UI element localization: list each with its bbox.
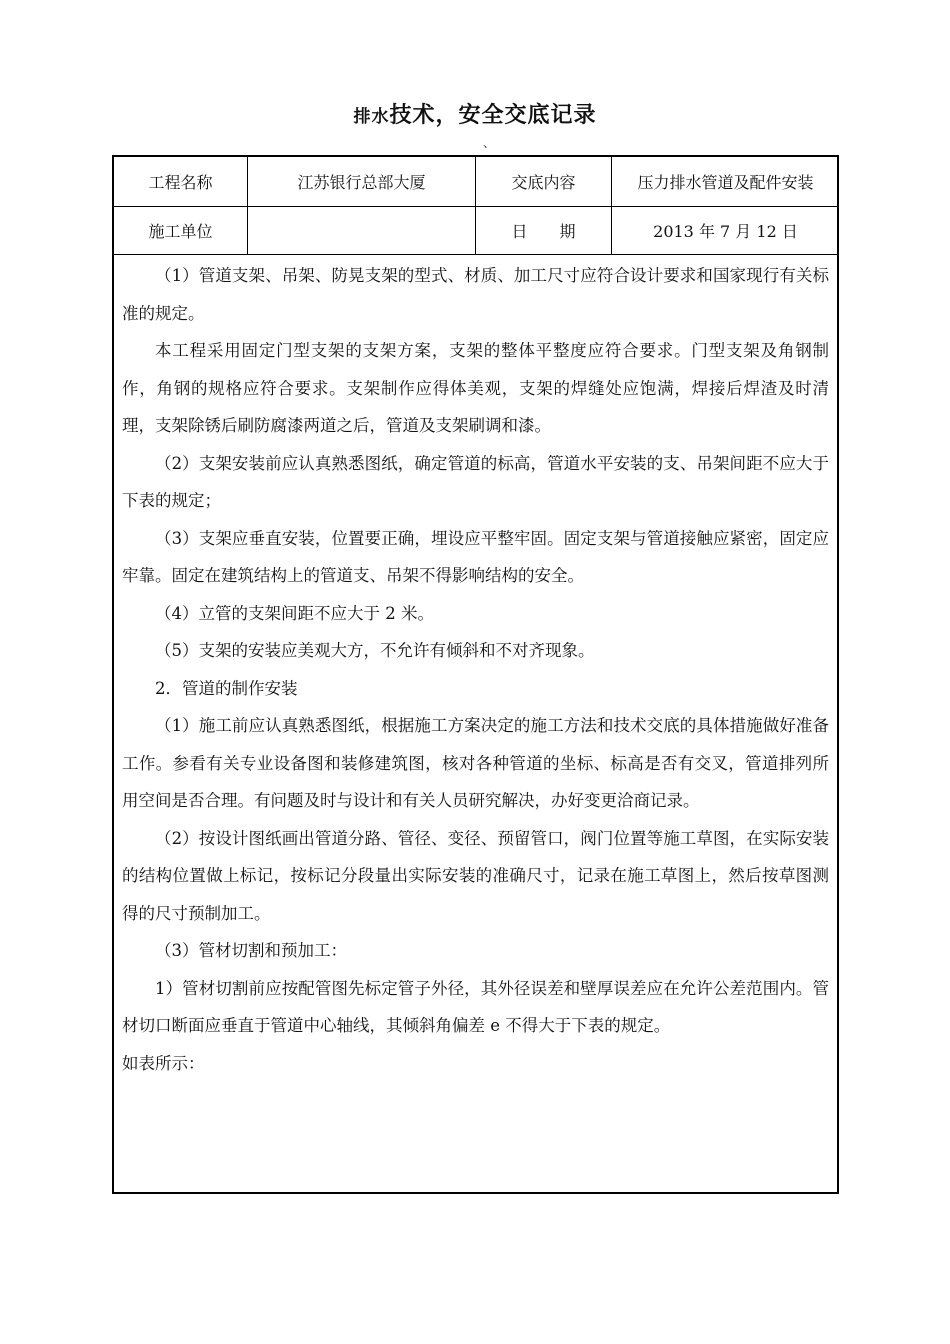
construction-unit-label: 施工单位 (148, 222, 213, 241)
paragraph: 1）管材切割前应按配管图先标定管子外径，其外径误差和壁厚误差应在允许公差范围内。管材切口断面应垂直于管道中心轴线，其倾斜角偏差 e 不得大于下表的规定。 (122, 978, 829, 1035)
paragraph: （3）支架应垂直安装，位置要正确，埋设应平整牢固。固定支架与管道接触应紧密，固定应牢靠。固定在建筑结构上的管道支、吊架不得影响结构的安全。 (122, 528, 829, 585)
project-name-value: 江苏银行总部大厦 (297, 173, 426, 192)
paragraph: （2）按设计图纸画出管道分路、管径、变径、预留管口，阀门位置等施工草图，在实际安装的结构位置做上标记，按标记分段量出实际安装的准确尺寸，记录在施工草图上，然后按草图测得的尺寸预制加工。 (122, 828, 829, 923)
paragraph: 本工程采用固定门型支架的支架方案，支架的整体平整度应符合要求。门型支架及角钢制作，角钢的规格应符合要求。支架制作应得体美观，支架的焊缝处应饱满，焊接后焊渣及时清理，支架除锈后刷防腐漆两道之后，管道及支架刷调和漆。 (122, 341, 829, 435)
disclosure-record-form (112, 155, 839, 1194)
title-prefix: 排水 (353, 107, 390, 127)
document-title (0, 98, 950, 129)
paragraph: （1）施工前应认真熟悉图纸，根据施工方案决定的施工方法和技术交底的具体措施做好准备工作。参看有关专业设备图和装修建筑图，核对各种管道的坐标、标高是否有交叉，管道排列所用空间是否合理。有问题及时与设计和有关人员研究解决，办好变更洽商记录。 (122, 716, 829, 810)
paragraph: （4）立管的支架间距不应大于 2 米。 (155, 603, 434, 623)
stray-mark: 、 (483, 136, 496, 150)
section-heading: 2．管道的制作安装 (155, 678, 298, 698)
title-main: 技术，安全交底记录 (389, 103, 597, 128)
paragraph: （1）管道支架、吊架、防晃支架的型式、材质、加工尺寸应符合设计要求和国家现行有关标准的规定。 (122, 266, 829, 323)
paragraph: （3）管材切割和预加工： (155, 941, 347, 960)
closing-line: 如表所示： (122, 1053, 205, 1073)
disclosure-content (122, 257, 829, 1082)
content-value: 压力排水管道及配件安装 (637, 173, 814, 192)
paragraph: （5）支架的安装应美观大方，不允许有倾斜和不对齐现象。 (155, 641, 595, 660)
date-label: 日 期 (511, 222, 576, 241)
row-divider-2 (114, 254, 837, 255)
date-value: 2013 年 7 月 12 日 (653, 222, 798, 241)
content-label: 交底内容 (511, 173, 576, 192)
paragraph: （2）支架安装前应认真熟悉图纸，确定管道的标高，管道水平安装的支、吊架间距不应大于下表的规定； (122, 453, 829, 510)
construction-unit-value (248, 207, 475, 254)
project-name-label: 工程名称 (148, 173, 213, 192)
